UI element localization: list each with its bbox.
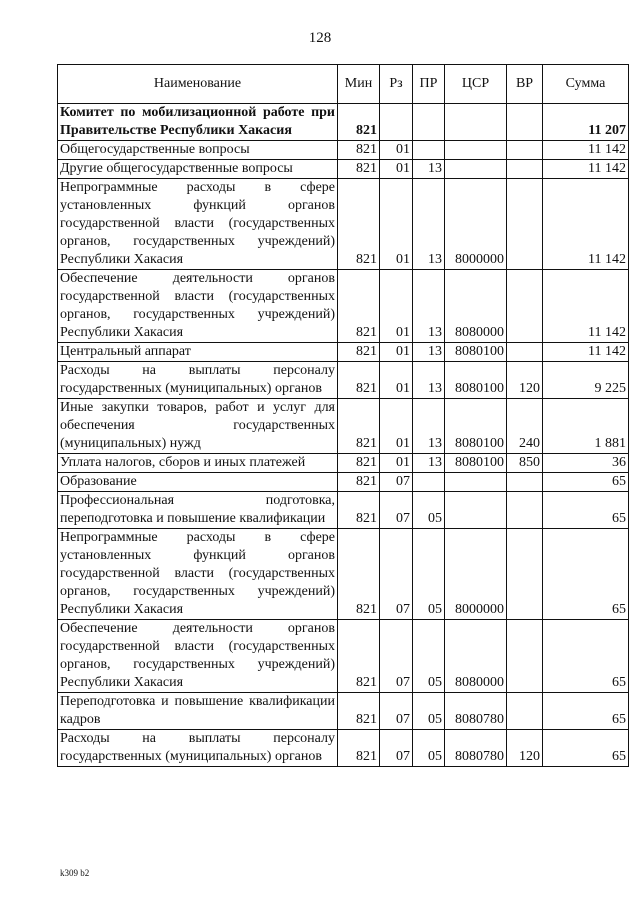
- cell-min: 821: [338, 270, 380, 343]
- cell-sum: 11 142: [543, 270, 629, 343]
- cell-name: Иные закупки товаров, работ и услуг для обеспечения государственных (муниципальных) нужд: [58, 399, 338, 454]
- cell-csr: [445, 492, 507, 529]
- cell-name: Обеспечение деятельности органов государственной власти (государственных органов, государственных учреждений) Республики Хакасия: [58, 270, 338, 343]
- table-row: [58, 620, 629, 693]
- cell-vr: [507, 492, 543, 529]
- cell-csr: 8080780: [445, 693, 507, 730]
- cell-csr: 8000000: [445, 529, 507, 620]
- table-row: [58, 179, 629, 270]
- cell-sum: 65: [543, 492, 629, 529]
- cell-rz: 07: [380, 492, 413, 529]
- cell-name: Профессиональная подготовка, переподготовка и повышение квалификации: [58, 492, 338, 529]
- cell-min: 821: [338, 362, 380, 399]
- cell-sum: 65: [543, 473, 629, 492]
- cell-rz: 01: [380, 399, 413, 454]
- cell-pr: 05: [413, 620, 445, 693]
- cell-rz: [380, 104, 413, 141]
- cell-vr: [507, 529, 543, 620]
- cell-csr: 8080100: [445, 399, 507, 454]
- cell-rz: 07: [380, 730, 413, 767]
- cell-csr: [445, 104, 507, 141]
- cell-vr: 850: [507, 454, 543, 473]
- cell-vr: [507, 179, 543, 270]
- cell-min: 821: [338, 620, 380, 693]
- cell-pr: 13: [413, 343, 445, 362]
- footer-code: k309 b2: [60, 868, 90, 878]
- cell-min: 821: [338, 454, 380, 473]
- cell-pr: [413, 473, 445, 492]
- cell-min: 821: [338, 529, 380, 620]
- cell-sum: 1 881: [543, 399, 629, 454]
- cell-sum: 11 142: [543, 160, 629, 179]
- cell-min: 821: [338, 141, 380, 160]
- cell-name: Непрограммные расходы в сфере установленных функций органов государственной власти (государственных органов, государственных учреждений) Республики Хакасия: [58, 179, 338, 270]
- cell-csr: [445, 141, 507, 160]
- cell-csr: 8080000: [445, 270, 507, 343]
- cell-pr: 13: [413, 179, 445, 270]
- table-body: [58, 104, 629, 767]
- cell-vr: [507, 141, 543, 160]
- cell-name: Непрограммные расходы в сфере установленных функций органов государственной власти (государственных органов, государственных учреждений) Республики Хакасия: [58, 529, 338, 620]
- table-row: [58, 730, 629, 767]
- cell-pr: [413, 141, 445, 160]
- cell-rz: 01: [380, 343, 413, 362]
- cell-sum: 9 225: [543, 362, 629, 399]
- cell-pr: [413, 104, 445, 141]
- cell-vr: [507, 620, 543, 693]
- column-header-min: Мин: [338, 65, 380, 104]
- cell-min: 821: [338, 473, 380, 492]
- cell-name: Центральный аппарат: [58, 343, 338, 362]
- cell-name: Обеспечение деятельности органов государственной власти (государственных органов, государственных учреждений) Республики Хакасия: [58, 620, 338, 693]
- cell-vr: 120: [507, 362, 543, 399]
- cell-rz: 07: [380, 620, 413, 693]
- table-row: [58, 454, 629, 473]
- cell-csr: 8080100: [445, 454, 507, 473]
- cell-pr: 05: [413, 492, 445, 529]
- table-row: [58, 362, 629, 399]
- column-header-csr: ЦСР: [445, 65, 507, 104]
- table-header-row: [58, 65, 629, 104]
- table-row: [58, 104, 629, 141]
- cell-min: 821: [338, 104, 380, 141]
- cell-vr: 120: [507, 730, 543, 767]
- cell-min: 821: [338, 399, 380, 454]
- cell-name: Комитет по мобилизационной работе при Правительстве Республики Хакасия: [58, 104, 338, 141]
- cell-sum: 36: [543, 454, 629, 473]
- cell-csr: 8080000: [445, 620, 507, 693]
- cell-sum: 65: [543, 620, 629, 693]
- cell-vr: [507, 270, 543, 343]
- cell-rz: 01: [380, 141, 413, 160]
- cell-vr: [507, 343, 543, 362]
- cell-name: Расходы на выплаты персоналу государственных (муниципальных) органов: [58, 362, 338, 399]
- cell-name: Расходы на выплаты персоналу государственных (муниципальных) органов: [58, 730, 338, 767]
- table-row: [58, 693, 629, 730]
- cell-rz: 01: [380, 179, 413, 270]
- cell-min: 821: [338, 179, 380, 270]
- cell-vr: [507, 160, 543, 179]
- cell-rz: 01: [380, 454, 413, 473]
- cell-name: Переподготовка и повышение квалификации кадров: [58, 693, 338, 730]
- cell-csr: 8080780: [445, 730, 507, 767]
- cell-pr: 13: [413, 270, 445, 343]
- cell-min: 821: [338, 492, 380, 529]
- column-header-name: Наименование: [58, 65, 338, 104]
- cell-rz: 07: [380, 693, 413, 730]
- cell-pr: 13: [413, 399, 445, 454]
- cell-sum: 11 142: [543, 343, 629, 362]
- column-header-sum: Сумма: [543, 65, 629, 104]
- cell-name: Общегосударственные вопросы: [58, 141, 338, 160]
- cell-csr: [445, 473, 507, 492]
- cell-pr: 13: [413, 362, 445, 399]
- cell-min: 821: [338, 693, 380, 730]
- table-row: [58, 270, 629, 343]
- cell-csr: 8080100: [445, 362, 507, 399]
- cell-rz: 01: [380, 270, 413, 343]
- cell-csr: [445, 160, 507, 179]
- table-row: [58, 141, 629, 160]
- column-header-vr: ВР: [507, 65, 543, 104]
- column-header-pr: ПР: [413, 65, 445, 104]
- cell-pr: 05: [413, 730, 445, 767]
- cell-min: 821: [338, 160, 380, 179]
- budget-table: [57, 64, 629, 767]
- cell-name: Другие общегосударственные вопросы: [58, 160, 338, 179]
- cell-min: 821: [338, 343, 380, 362]
- cell-name: Образование: [58, 473, 338, 492]
- table-row: [58, 473, 629, 492]
- cell-pr: 05: [413, 529, 445, 620]
- cell-csr: 8080100: [445, 343, 507, 362]
- cell-min: 821: [338, 730, 380, 767]
- table-row: [58, 492, 629, 529]
- cell-pr: 05: [413, 693, 445, 730]
- cell-vr: [507, 104, 543, 141]
- cell-csr: 8000000: [445, 179, 507, 270]
- cell-sum: 65: [543, 693, 629, 730]
- cell-sum: 11 142: [543, 141, 629, 160]
- table-row: [58, 399, 629, 454]
- cell-sum: 65: [543, 730, 629, 767]
- cell-sum: 11 207: [543, 104, 629, 141]
- page-number: 128: [308, 30, 332, 46]
- cell-rz: 01: [380, 362, 413, 399]
- cell-rz: 07: [380, 473, 413, 492]
- cell-rz: 01: [380, 160, 413, 179]
- table-row: [58, 529, 629, 620]
- cell-vr: [507, 473, 543, 492]
- table-row: [58, 343, 629, 362]
- column-header-rz: Рз: [380, 65, 413, 104]
- cell-pr: 13: [413, 454, 445, 473]
- cell-rz: 07: [380, 529, 413, 620]
- cell-name: Уплата налогов, сборов и иных платежей: [58, 454, 338, 473]
- cell-vr: [507, 693, 543, 730]
- cell-pr: 13: [413, 160, 445, 179]
- cell-sum: 11 142: [543, 179, 629, 270]
- cell-sum: 65: [543, 529, 629, 620]
- table-row: [58, 160, 629, 179]
- cell-vr: 240: [507, 399, 543, 454]
